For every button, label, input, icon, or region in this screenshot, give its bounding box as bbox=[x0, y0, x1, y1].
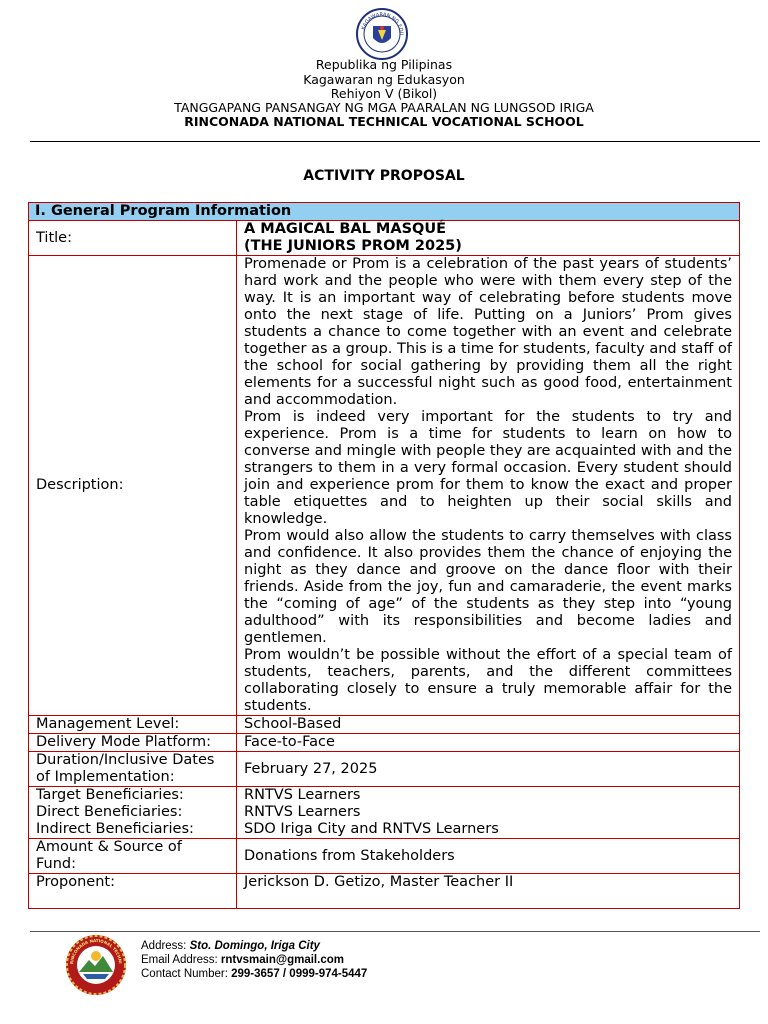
indirect-beneficiaries-label: Indirect Beneficiaries: bbox=[36, 821, 194, 837]
section-title: I. General Program Information bbox=[29, 203, 740, 221]
row-duration bbox=[29, 752, 740, 787]
description-value bbox=[237, 256, 740, 716]
amount-label-line1: Amount & Source of bbox=[36, 839, 182, 855]
email-value[interactable]: rntvsmain@gmail.com bbox=[220, 954, 344, 966]
direct-beneficiaries-label: Direct Beneficiaries: bbox=[36, 804, 183, 820]
header-region: Rehiyon V (Bikol) bbox=[330, 86, 438, 101]
indirect-beneficiaries-value: SDO Iriga City and RNTVS Learners bbox=[244, 821, 499, 837]
address-label: Address: bbox=[141, 940, 190, 952]
management-level-value: School-Based bbox=[237, 716, 740, 734]
header-division: TANGGAPANG PANSANGAY NG MGA PAARALAN NG LUNGSOD IRIGA bbox=[174, 100, 594, 115]
delivery-mode-value: Face-to-Face bbox=[237, 734, 740, 752]
management-level-label: Management Level: bbox=[29, 716, 237, 734]
deped-seal-icon bbox=[356, 8, 408, 60]
proponent-label: Proponent: bbox=[29, 874, 237, 909]
direct-beneficiaries-value: RNTVS Learners bbox=[244, 804, 361, 820]
contact-value: 299-3657 / 0999-974-5447 bbox=[231, 968, 368, 980]
header-divider bbox=[30, 141, 760, 142]
seal-text: KAGAWARAN NG EDU bbox=[360, 11, 405, 36]
target-beneficiaries-label: Target Beneficiaries: bbox=[36, 787, 184, 803]
row-proponent bbox=[29, 874, 740, 909]
title-value-line1: A MAGICAL BAL MASQUÉ bbox=[244, 221, 447, 237]
row-management-level bbox=[29, 716, 740, 734]
header-republic: Republika ng Pilipinas bbox=[315, 57, 453, 72]
description-paragraph: Prom would also allow the students to carry themselves with class and confidence. It also provides them the chance of enjoying the night as they dance and groove on the dance floor with their friends. Aside from the joy, fun and camaraderie, the event marks the “coming of age” of the students as they step into “young adulthood” with its responsibilities and become ladies and gentlemen. bbox=[244, 528, 732, 646]
title-label: Title: bbox=[29, 221, 237, 256]
row-delivery-mode bbox=[29, 734, 740, 752]
beneficiaries-labels bbox=[29, 787, 237, 839]
duration-label-line2: of Implementation: bbox=[36, 769, 175, 785]
header-school-name: RINCONADA NATIONAL TECHNICAL VOCATIONAL SCHOOL bbox=[184, 114, 584, 129]
amount-label-line2: Fund: bbox=[36, 856, 77, 872]
contact-info bbox=[141, 939, 367, 981]
beneficiaries-values bbox=[237, 787, 740, 839]
footer-divider bbox=[30, 931, 760, 932]
program-info-table bbox=[28, 202, 740, 909]
description-paragraph: Prom wouldn’t be possible without the effort of a special team of students, teachers, parents, and the different committees collaborating closely to ensure a truly memorable affair for the students. bbox=[244, 647, 732, 714]
contact-label: Contact Number: bbox=[141, 968, 232, 980]
title-value-line2: (THE JUNIORS PROM 2025) bbox=[244, 238, 462, 254]
section-header-row bbox=[29, 203, 740, 221]
email-line bbox=[141, 953, 367, 967]
description-paragraph: Promenade or Prom is a celebration of the past years of students’ hard work and the people who were with them every step of the way. It is an important way of celebrating before students move onto the next stage of life. Putting on a Juniors’ Prom gives students a chance to come together with an event and celebrate together as a group. This is a time for students, faculty and staff of the school for social gathering by providing them all the right elements for a successful night such as good food, entertainment and accommodation. bbox=[244, 256, 732, 408]
row-beneficiaries bbox=[29, 787, 740, 839]
row-title bbox=[29, 221, 740, 256]
amount-source-value: Donations from Stakeholders bbox=[237, 839, 740, 874]
address-line bbox=[141, 939, 367, 953]
duration-value: February 27, 2025 bbox=[237, 752, 740, 787]
row-description bbox=[29, 256, 740, 716]
school-logo-icon bbox=[65, 934, 127, 996]
document-title: ACTIVITY PROPOSAL bbox=[303, 168, 465, 184]
duration-label-line1: Duration/Inclusive Dates bbox=[36, 752, 215, 768]
delivery-mode-label: Delivery Mode Platform: bbox=[29, 734, 237, 752]
row-amount-source bbox=[29, 839, 740, 874]
proponent-value: Jerickson D. Getizo, Master Teacher II bbox=[237, 874, 740, 909]
logo-text: RINCONADA NATIONAL TECHNI bbox=[68, 937, 123, 965]
description-paragraph: Prom is indeed very important for the students to try and experience. Prom is a time for students to learn on how to converse and mingle with people they are acquainted with and the strangers to them in a very formal occasion. Every student should join and experience prom for them to know the exact and proper table etiquettes and to heighten up their social skills and knowledge. bbox=[244, 409, 732, 527]
title-value bbox=[237, 221, 740, 256]
email-label: Email Address: bbox=[141, 954, 221, 966]
amount-source-label bbox=[29, 839, 237, 874]
duration-label bbox=[29, 752, 237, 787]
description-label: Description: bbox=[29, 256, 237, 716]
target-beneficiaries-value: RNTVS Learners bbox=[244, 787, 361, 803]
contact-line bbox=[141, 967, 367, 981]
header-department: Kagawaran ng Edukasyon bbox=[303, 72, 465, 87]
address-value: Sto. Domingo, Iriga City bbox=[189, 940, 320, 952]
